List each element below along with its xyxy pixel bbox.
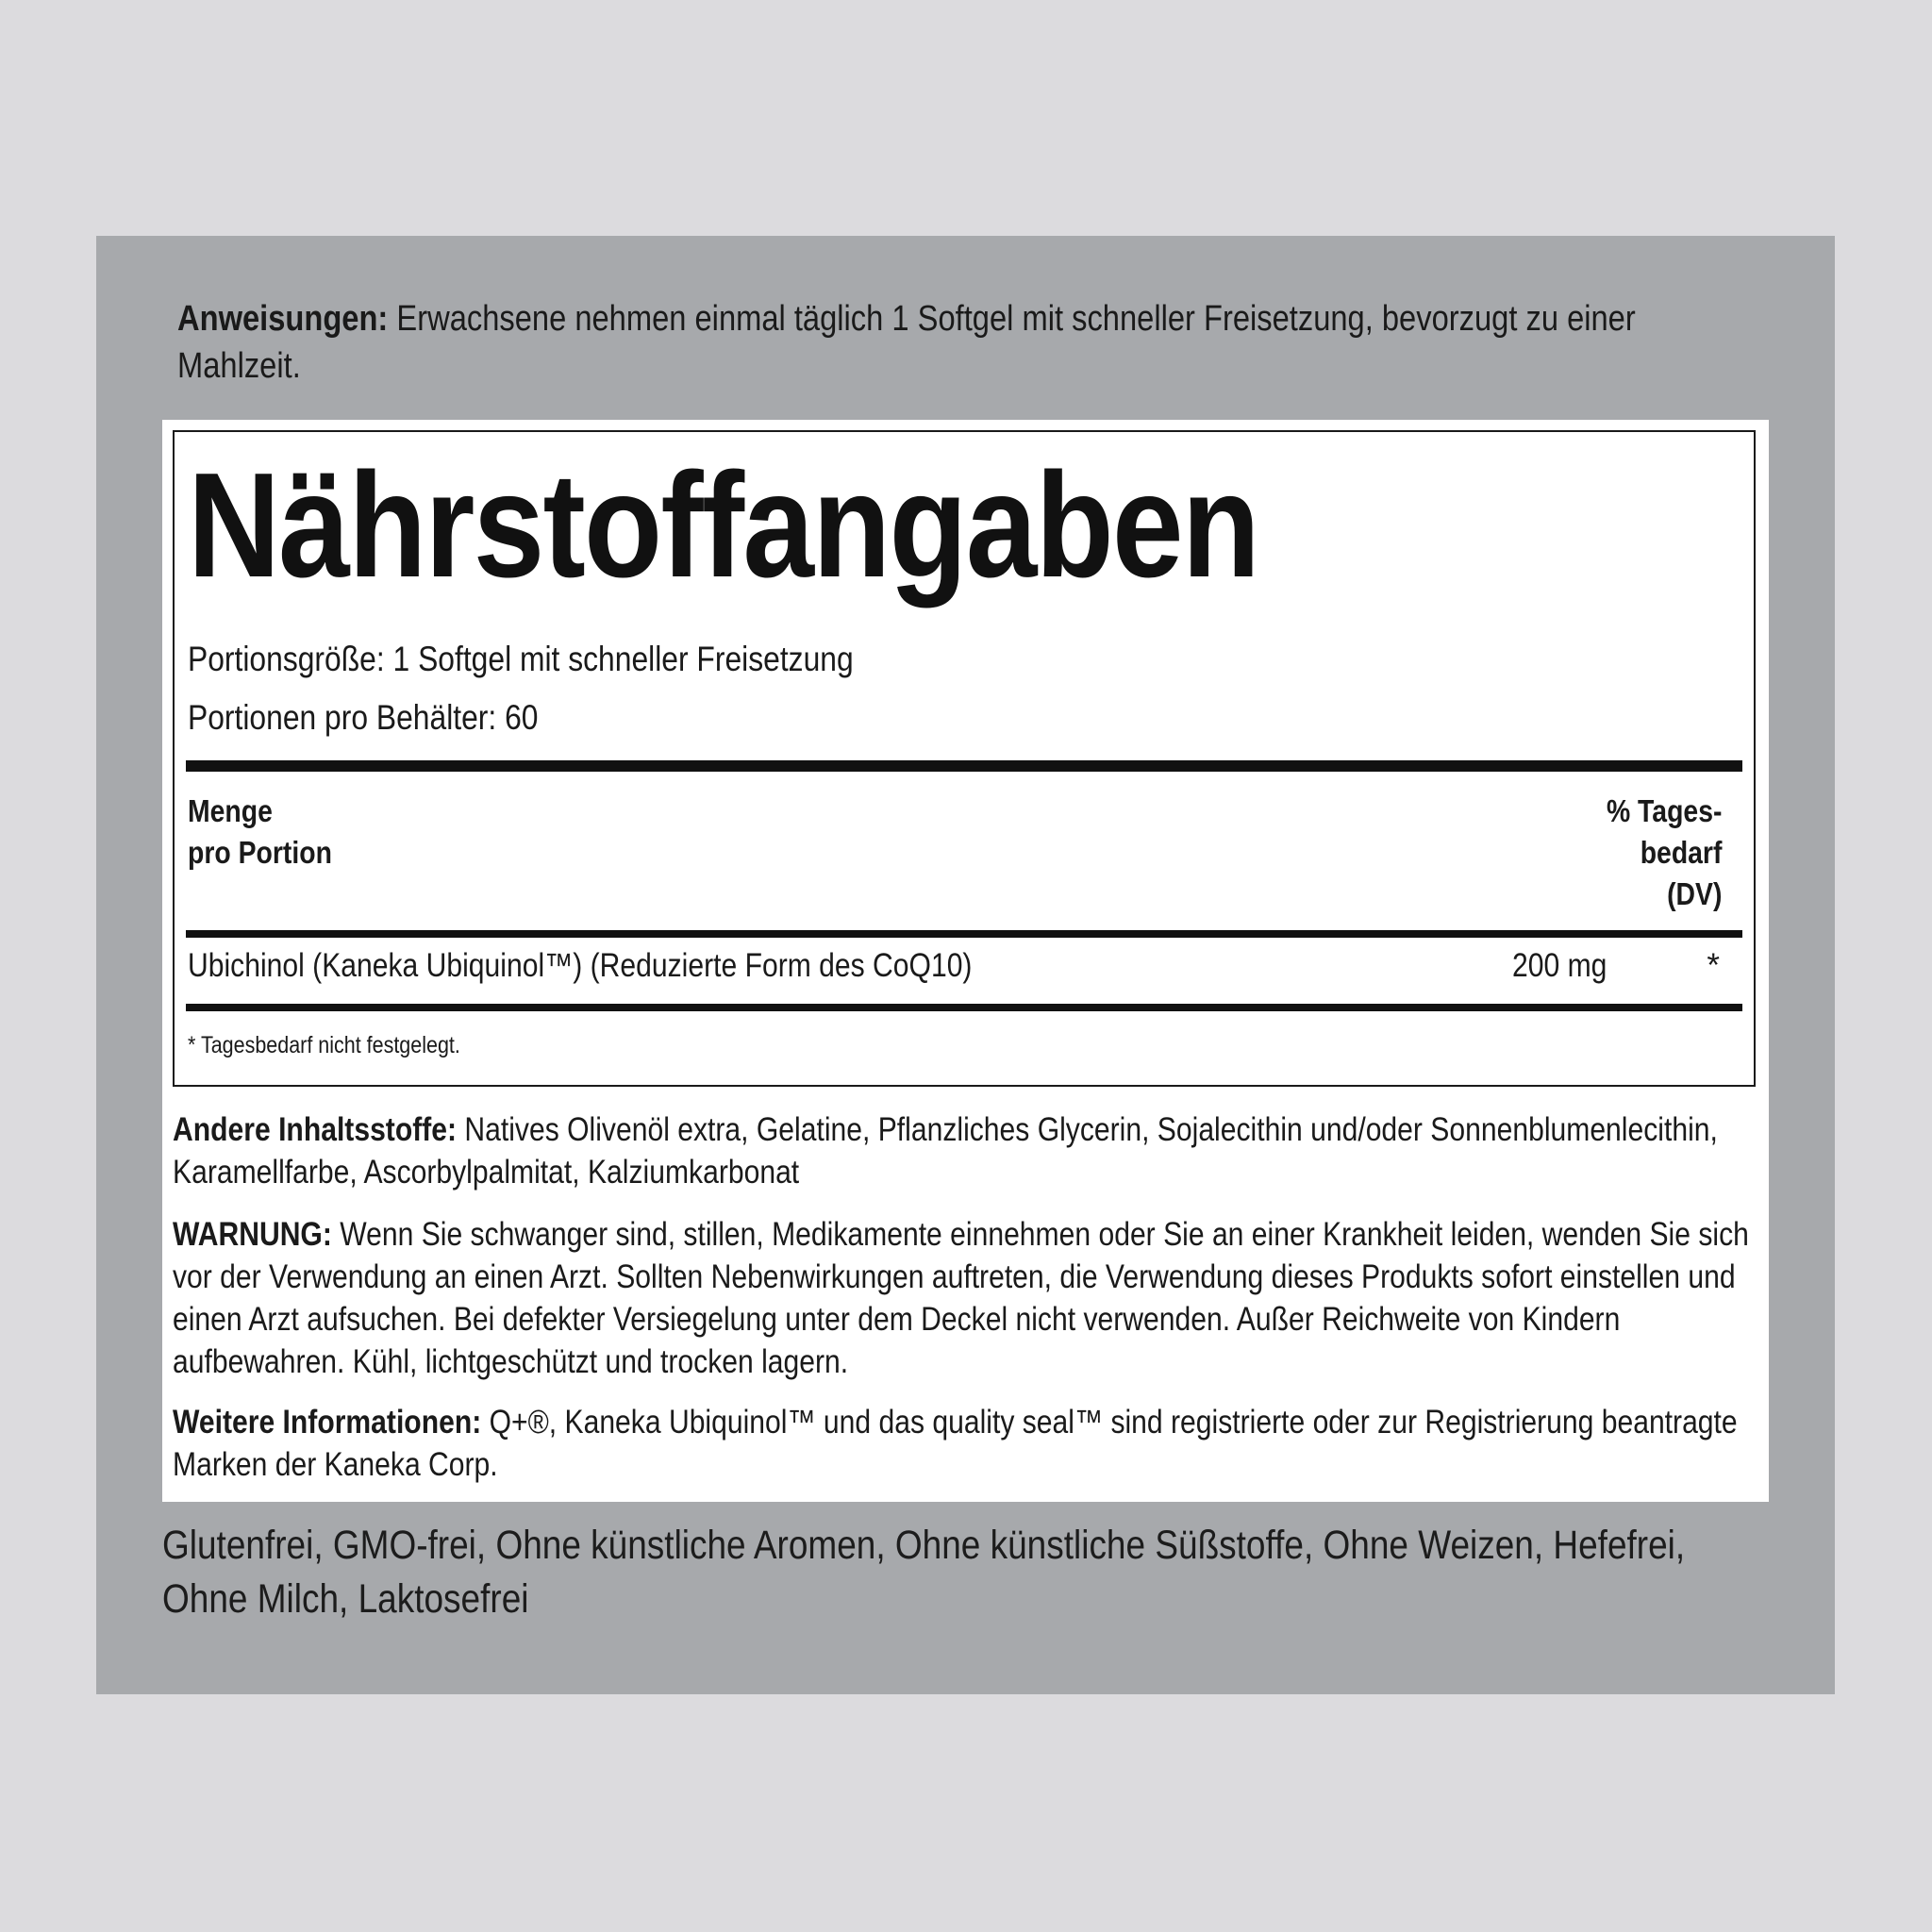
directions-body: Erwachsene nehmen einmal täglich 1 Softgel mit schneller Freisetzung, bevorzugt zu einer Mahlzeit. — [177, 299, 1636, 386]
nutrient-amount: 200 mg — [1512, 947, 1607, 984]
more-info — [173, 1401, 1763, 1486]
dv-header-line2: bedarf — [1640, 835, 1722, 870]
footnote: * Tagesbedarf nicht festgelegt. — [188, 1032, 460, 1058]
servings-per-container: Portionen pro Behälter: 60 — [188, 698, 539, 737]
header-divider — [186, 930, 1742, 938]
facts-title: Nährstoffangaben — [188, 442, 1259, 608]
other-ingredients-label: Andere Inhaltsstoffe: — [173, 1111, 458, 1148]
dv-header-line1: % Tages- — [1606, 793, 1722, 828]
daily-value-header — [1607, 791, 1722, 915]
more-info-label: Weitere Informationen: — [173, 1404, 482, 1441]
warning-text: Wenn Sie schwanger sind, stillen, Medikamente einnehmen oder Sie an einer Krankheit leiden, wenden Sie sich vor der Verwendung an einen Arzt. Sollten Nebenwirkungen auftreten, die Verwendung dieses Produkts sofort einstellen und einen Arzt aufsuchen. Bei defekter Versiegelung unter dem Deckel nicht verwenden. Außer Reichweite von Kindern aufbewahren. Kühl, lichtgeschützt und trocken lagern. — [173, 1216, 1749, 1380]
more-info-text: Q+®, Kaneka Ubiquinol™ und das quality seal™ sind registrierte oder zur Registrierung beantragte Marken der Kaneka Corp. — [173, 1404, 1738, 1483]
warning — [173, 1213, 1763, 1383]
warning-label: WARNUNG: — [173, 1216, 332, 1253]
nutrient-name: Ubichinol (Kaneka Ubiquinol™) (Reduzierte Form des CoQ10) — [188, 947, 973, 984]
thick-divider — [186, 760, 1742, 772]
amount-header-line1: Menge — [188, 793, 273, 828]
directions-text — [177, 295, 1759, 390]
dv-header-line3: (DV) — [1666, 876, 1722, 911]
nutrition-facts-box — [173, 430, 1756, 1087]
free-from-claims: Glutenfrei, GMO-frei, Ohne künstliche Aromen, Ohne künstliche Süßstoffe, Ohne Weizen, Hefefrei, Ohne Milch, Laktosefrei — [162, 1523, 1686, 1622]
other-ingredients — [173, 1108, 1763, 1193]
amount-header-line2: pro Portion — [188, 835, 332, 870]
directions-label: Anweisungen: — [177, 299, 389, 339]
nutrient-dv: * — [1707, 947, 1720, 984]
amount-per-serving-header — [188, 791, 332, 874]
other-ingredients-text: Natives Olivenöl extra, Gelatine, Pflanzliches Glycerin, Sojalecithin und/oder Sonnenblumenlecithin, Karamellfarbe, Ascorbylpalmitat, Kalziumkarbonat — [173, 1111, 1718, 1191]
bottom-divider — [186, 1004, 1742, 1011]
serving-size: Portionsgröße: 1 Softgel mit schneller Freisetzung — [188, 640, 854, 678]
